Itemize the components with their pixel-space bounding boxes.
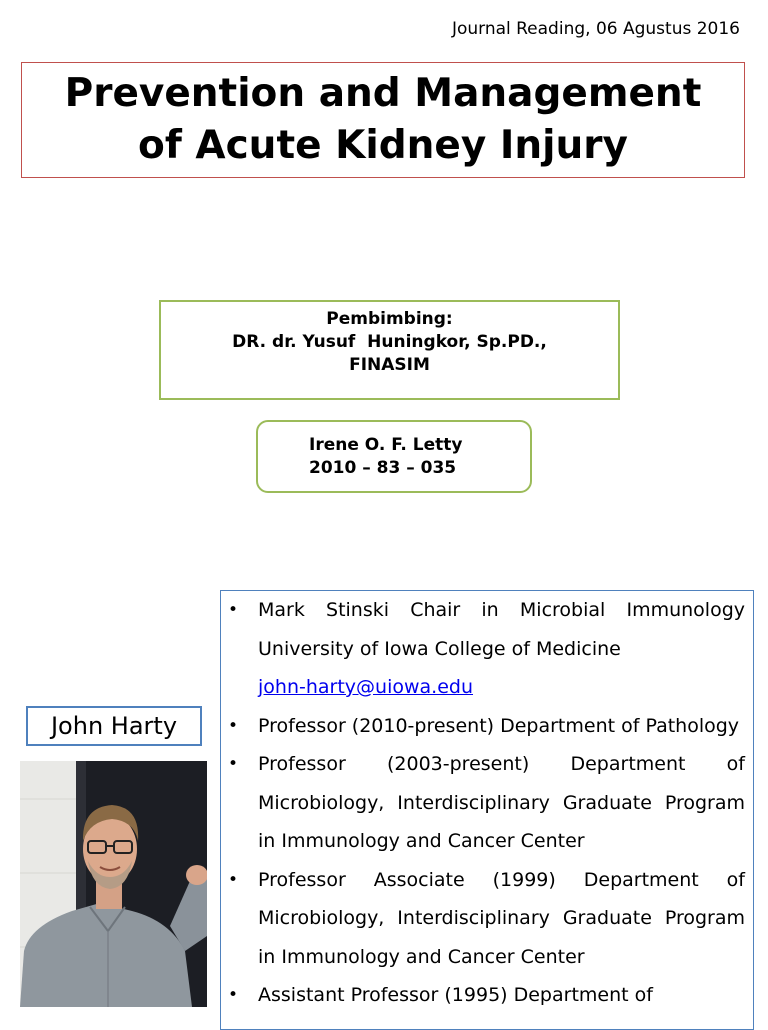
profile-photo <box>20 761 207 1007</box>
student-id: 2010 – 83 – 035 <box>309 458 457 478</box>
advisor-box <box>159 300 620 400</box>
bio-item-text: Mark Stinski Chair in Microbial Immunology University of Iowa College of Medicine <box>258 599 745 660</box>
title-box <box>21 62 745 178</box>
student-box <box>256 420 532 493</box>
bio-item-text: Assistant Professor (1995) Department of <box>258 984 653 1006</box>
page-title <box>65 68 702 172</box>
bio-item-text: Professor Associate (1999) Department of Microbiology, Interdisciplinary Graduate Program in Immunology and Cancer Center <box>258 868 745 968</box>
bio-item-text: Professor (2010-present) Department of Pathology <box>258 714 740 737</box>
advisor-name-line-2: FINASIM <box>349 355 430 375</box>
profile-name-box <box>26 706 202 746</box>
bio-box <box>220 590 754 1030</box>
profile-name: John Harty <box>50 712 178 740</box>
journal-reading-date: Journal Reading, 06 Agustus 2016 <box>451 19 740 39</box>
bio-list <box>221 591 753 1015</box>
bio-item <box>221 976 753 1015</box>
email-link[interactable]: john-harty@uiowa.edu <box>258 676 473 698</box>
bio-item <box>221 745 753 861</box>
bio-item <box>221 591 753 707</box>
title-line-2: of Acute Kidney Injury <box>138 123 628 168</box>
person-photo-illustration <box>20 761 207 1007</box>
bio-item <box>221 861 753 977</box>
advisor-name-line-1: DR. dr. Yusuf Huningkor, Sp.PD., <box>232 332 547 352</box>
bio-item-text: Professor (2003-present) Department of Microbiology, Interdisciplinary Graduate Program in Immunology and Cancer Center <box>258 753 745 852</box>
advisor-label: Pembimbing: <box>326 309 453 329</box>
title-line-1: Prevention and Management <box>64 71 702 116</box>
student-name: Irene O. F. Letty <box>309 435 463 455</box>
bio-item <box>221 707 753 746</box>
